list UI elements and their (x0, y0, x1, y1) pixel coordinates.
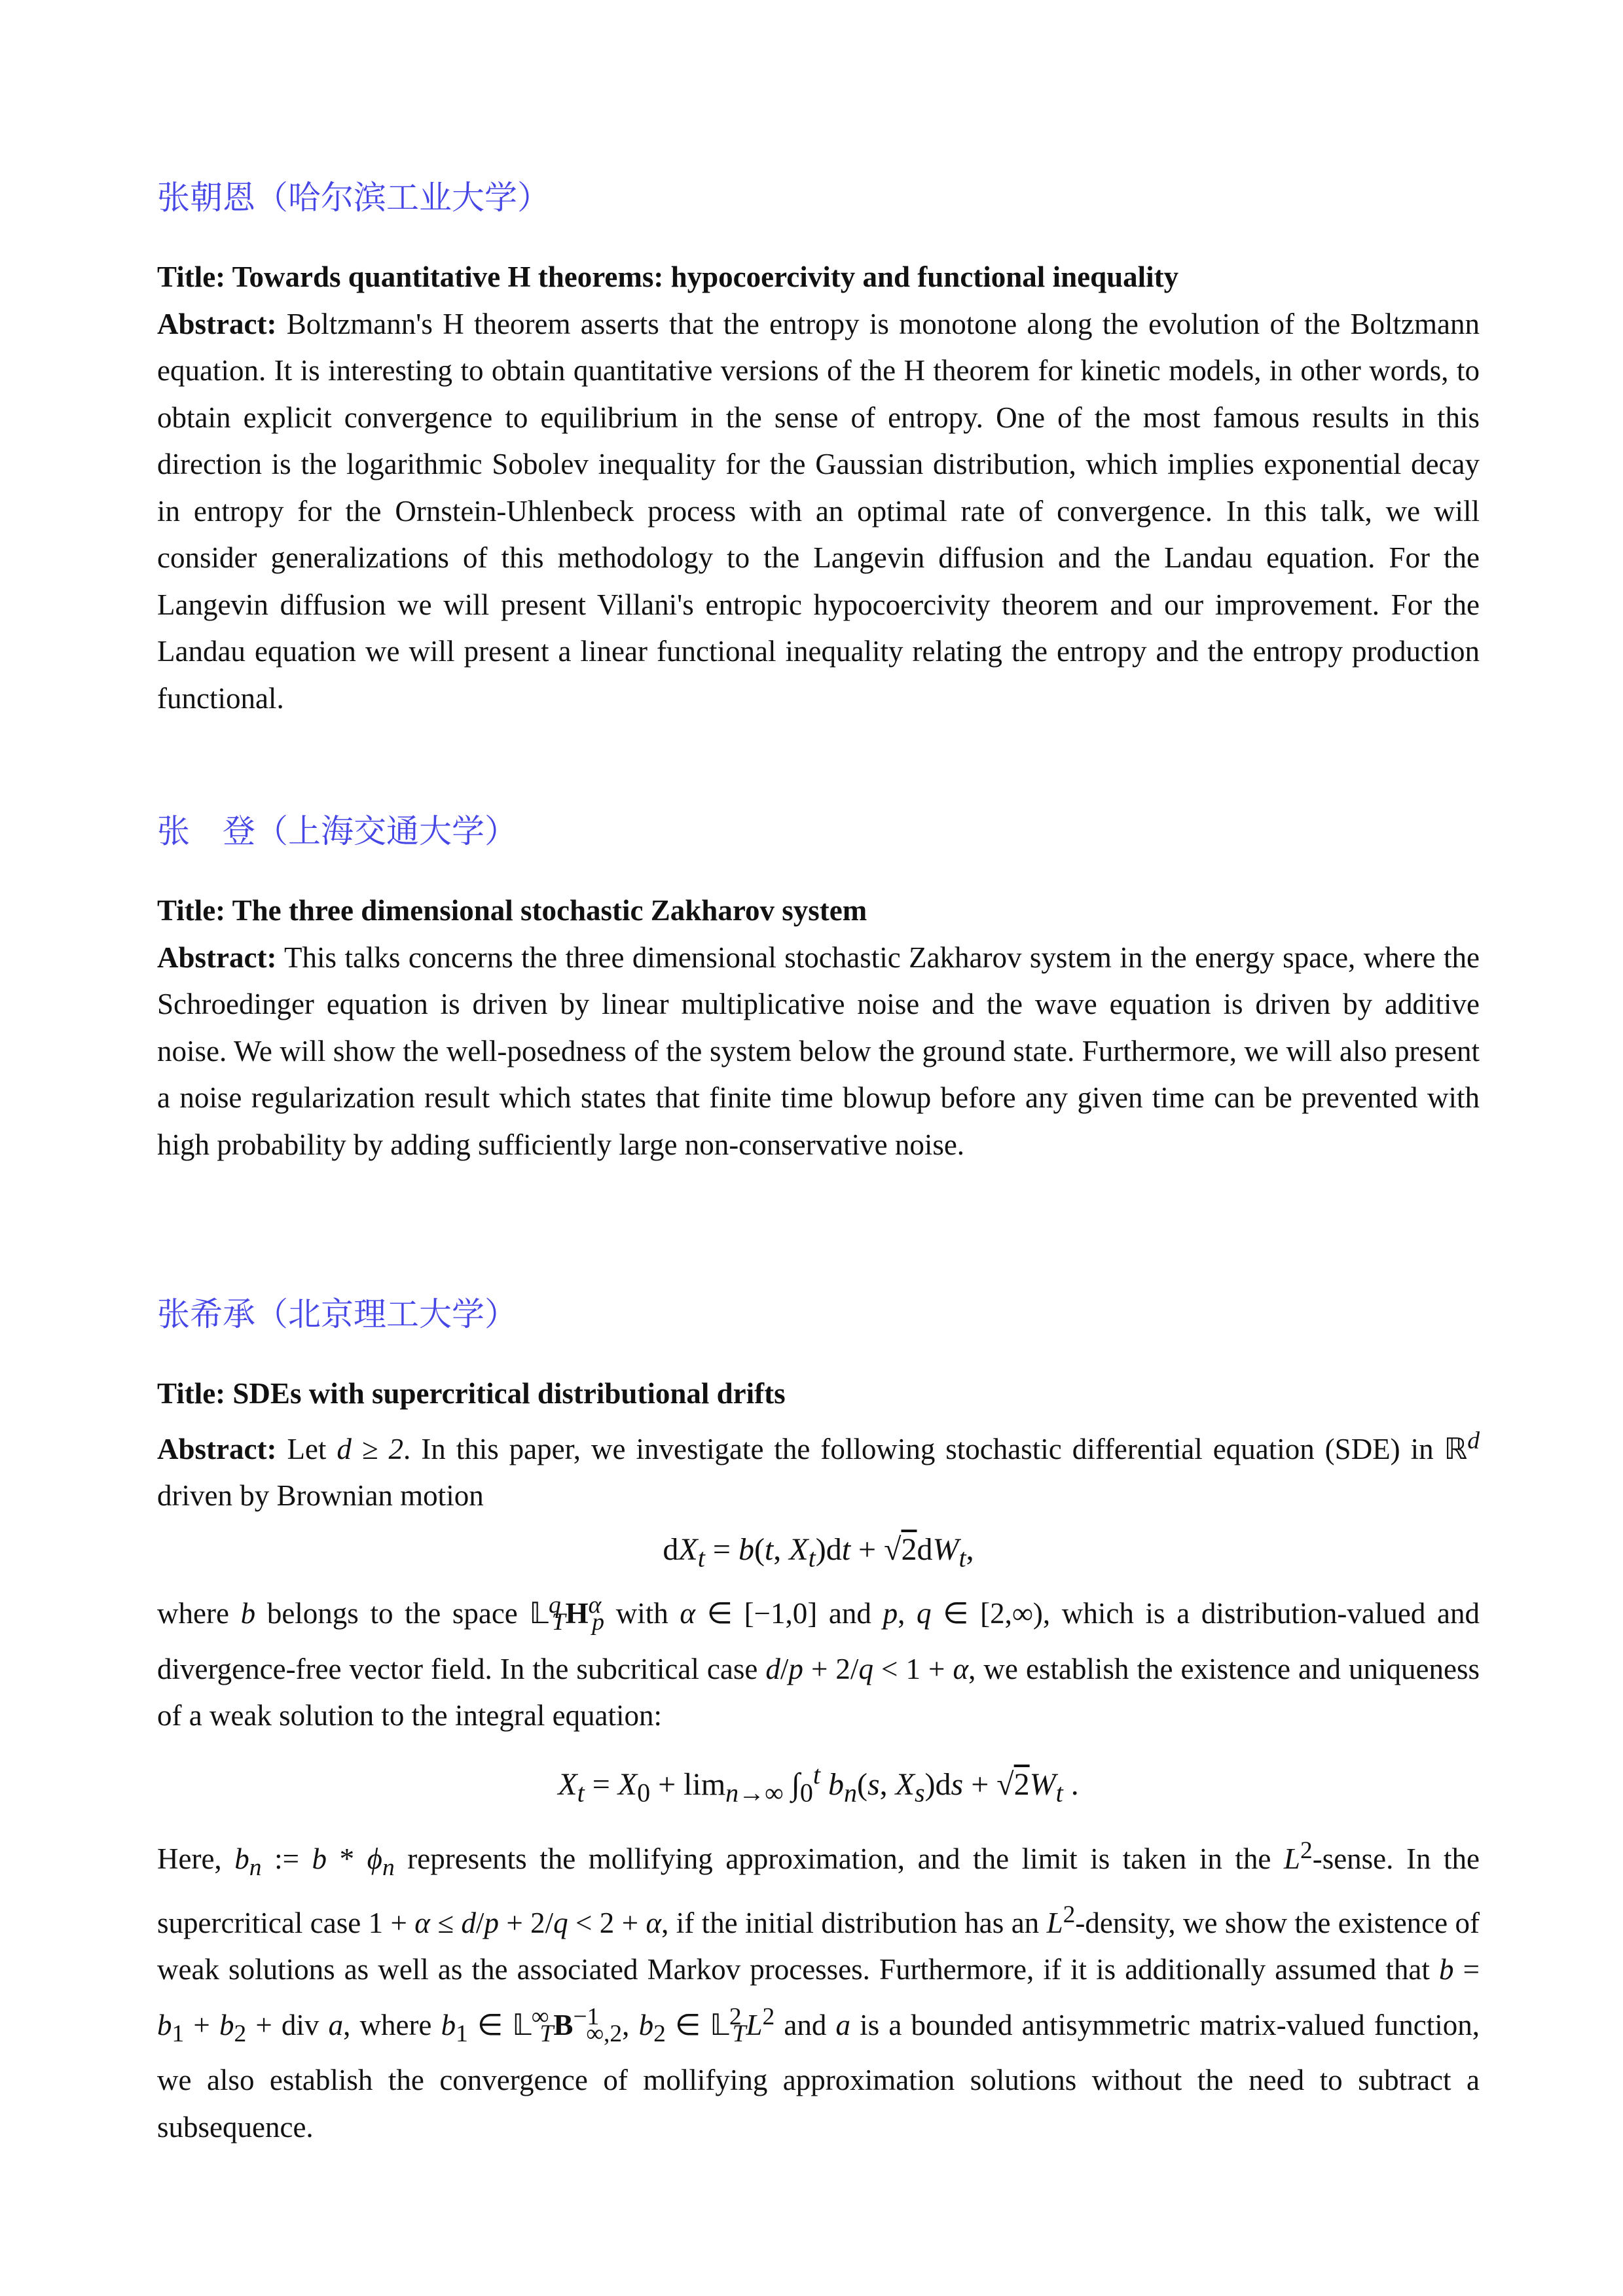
title-text: The three dimensional stochastic Zakharov system (232, 894, 867, 927)
speaker-heading: 张希承（北京理工大学） (157, 1295, 517, 1333)
speaker-heading: 张朝恩（哈尔滨工业大学） (157, 179, 550, 217)
speaker-heading: 张 登（上海交通大学） (157, 812, 517, 850)
abstract-label: Abstract: (157, 941, 277, 974)
abstract (157, 301, 1480, 723)
abstract-continued-2: Here, $b_n$ := b * $\phi_n$ represents the mollifying approximation, and the limit is taken in the $L^2$-sense. In the supercritical case 1 + α ≤ d/p + 2/q < 2 + α, if the initial distribution has an $L^2$-density, we show the existence of weak solutions as well as the associated Markov processes. Furthermore, if it is additionally assumed that $b = b_1 + b_2$ + div a, where $b_1$ ∈ $𝕃^\infty_TB^{-1}_{\infty,2}$, $b_2$ ∈ $𝕃^2_TL^2$ and a is a bounded antisymmetric matrix-valued function, we also establish the convergence of mollifying approximation solutions without the need to subtract a subsequence. (157, 1837, 1480, 2144)
abstract (157, 1418, 1480, 1520)
math-superscript: d (1467, 1427, 1480, 1454)
talk-title (157, 1371, 1480, 1418)
abstract-text: Let (287, 1432, 337, 1465)
abstract-label: Abstract: (157, 307, 277, 340)
title-label: Title: (157, 260, 226, 293)
talk-title (157, 254, 1480, 301)
title-text: SDEs with supercritical distributional drifts (232, 1377, 786, 1410)
equation-sde: $dX_t = b(t$, $X_t)dt + √2dW_t$, (663, 1532, 974, 1573)
title-label: Title: (157, 894, 226, 927)
talk-section-1 (157, 178, 1480, 722)
talk-section-3 (157, 1295, 1480, 2151)
title-label: Title: (157, 1377, 226, 1410)
talk-title (157, 888, 1480, 935)
math-inline: ℝ (1444, 1432, 1468, 1465)
abstract-continued: where b belongs to the space $𝕃^q_TH^\alpha_p$ with α ∈ [−1,0] and p, q ∈ [2,∞), which is a distribution-valued and divergence-free vector field. In the subcritical case d/p + 2/q < 1 + α, we establish the existence and uniqueness of a weak solution to the integral equation: (157, 1592, 1480, 1732)
talk-section-2 (157, 812, 1480, 1168)
abstract-text: Boltzmann's H theorem asserts that the entropy is monotone along the evolution of the Boltzmann equation. It is interesting to obtain quantitative versions of the H theorem for kinetic models, in other words, to obtain explicit convergence to equilibrium in the sense of entropy. One of the most famous results in this direction is the logarithmic Sobolev inequality for the Gaussian distribution, which implies exponential decay in entropy for the Ornstein-Uhlenbeck process with an optimal rate of convergence. In this talk, we will consider generalizations of this methodology to the Langevin diffusion and the Landau equation. For the Langevin diffusion we will present Villani's entropic hypocoercivity theorem and our improvement. For the Landau equation we will present a linear functional inequality relating the entropy and the entropy production functional. (157, 307, 1480, 715)
math-inline: d ≥ 2 (337, 1432, 404, 1465)
equation-integral: $X_t = X_0 + \lim_{n\to\infty} \int_0^t$ $b_n(s$, $X_s)ds + √2W_t$ . (558, 1759, 1079, 1808)
abstract (157, 935, 1480, 1169)
abstract-text: . In this paper, we investigate the following stochastic differential equation (SDE) in (403, 1432, 1444, 1465)
title-text: Towards quantitative H theorems: hypocoercivity and functional inequality (232, 260, 1179, 293)
abstract-text: This talks concerns the three dimensional stochastic Zakharov system in the energy space, where the Schroedinger equation is driven by linear multiplicative noise and the wave equation is driven by additive noise. We will show the well-posedness of the system below the ground state. Furthermore, we will also present a noise regularization result which states that finite time blowup before any given time can be prevented with high probability by adding sufficiently large non-conservative noise. (157, 941, 1480, 1161)
abstract-text: driven by Brownian motion (157, 1479, 484, 1512)
abstract-label: Abstract: (157, 1432, 277, 1465)
